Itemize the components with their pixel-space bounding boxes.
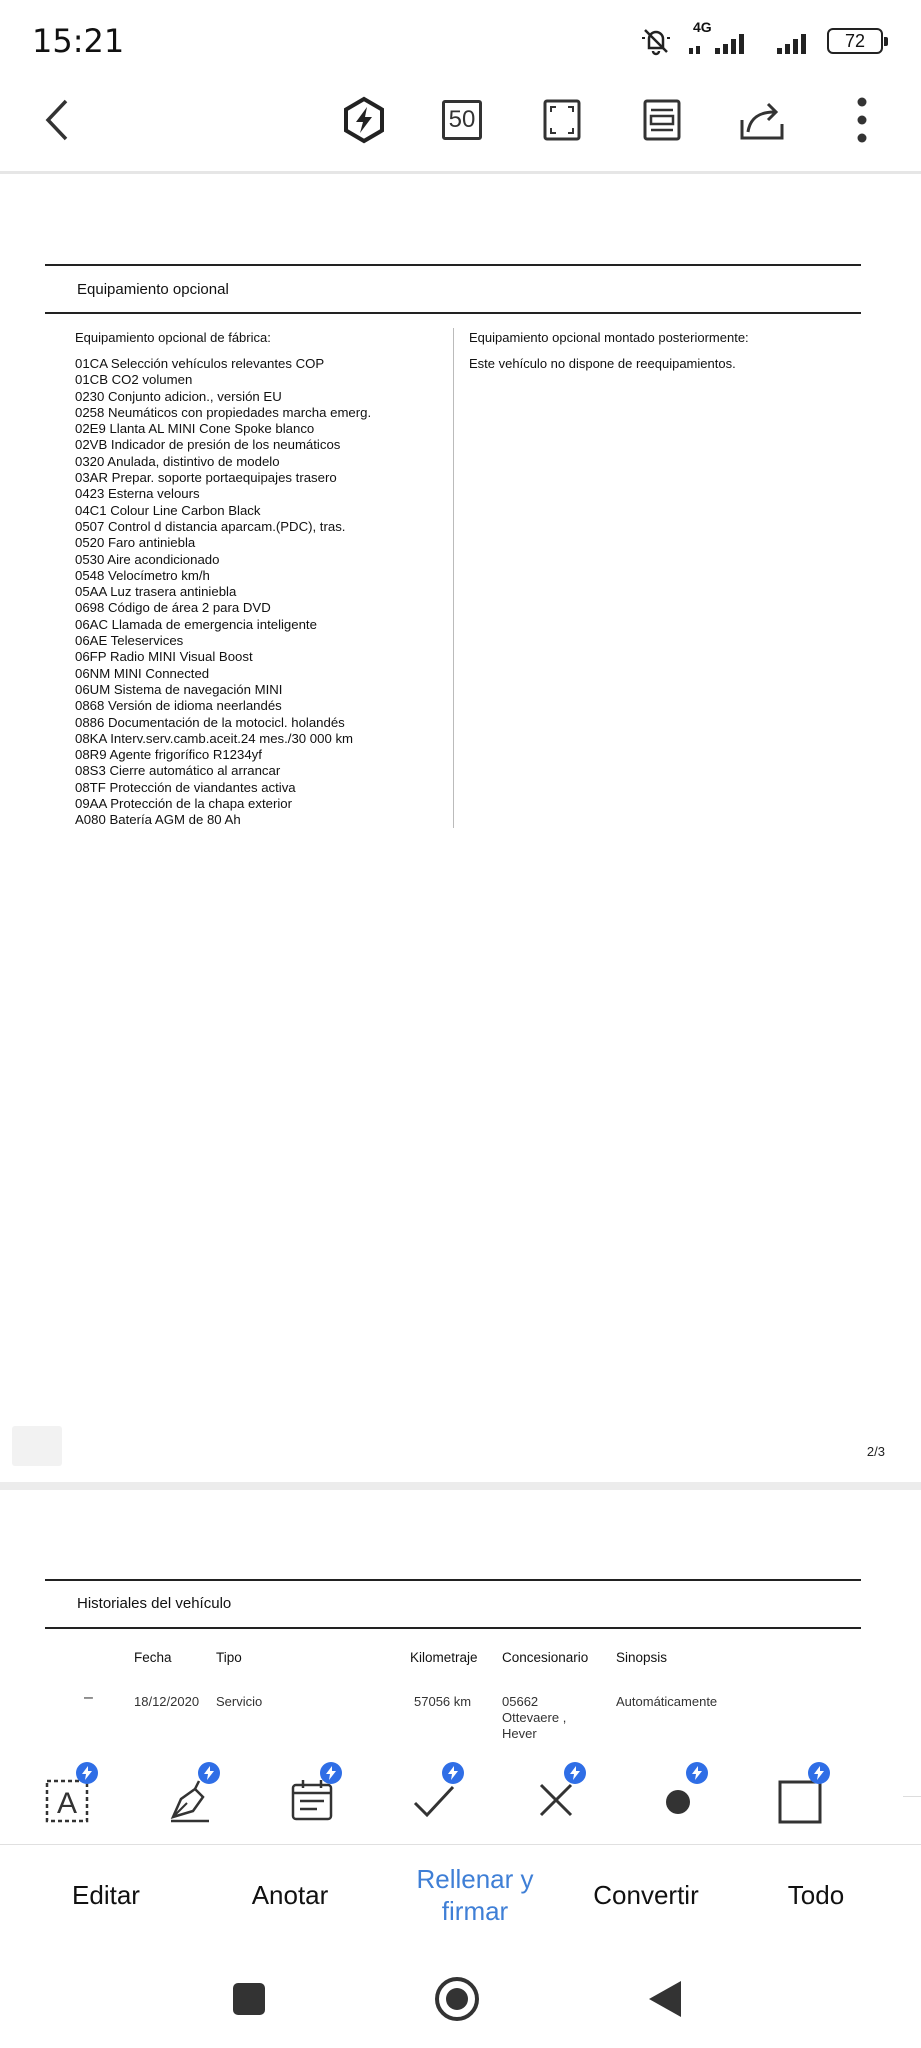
factory-heading: Equipamiento opcional de fábrica: <box>75 330 271 345</box>
mute-bell-icon <box>639 24 673 58</box>
concesionario-line: Ottevaere , <box>502 1710 567 1725</box>
list-item: 02E9 Llanta AL MINI Cone Spoke blanco <box>75 421 315 437</box>
sign-tool[interactable] <box>158 1768 222 1832</box>
tab-rellenar-firmar[interactable] <box>390 1845 560 1945</box>
list-item: 06NM MINI Connected <box>75 665 210 681</box>
concesionario-line: 05662 <box>502 1694 539 1709</box>
rule-under-title-page2 <box>45 1627 861 1629</box>
list-item: 0868 Versión de idioma neerlandés <box>75 698 282 714</box>
network-label: 4G <box>693 19 712 35</box>
system-navigation-bar <box>0 1944 921 2048</box>
text-box-tool[interactable] <box>36 1768 100 1832</box>
list-item: 06AC Llamada de emergencia inteligente <box>75 616 317 632</box>
boost-button[interactable] <box>334 90 394 150</box>
premium-badge-icon <box>686 1762 708 1784</box>
bottom-tab-bar <box>0 1844 921 1944</box>
list-item: 0507 Control d distancia aparcam.(PDC), tras. <box>75 518 346 534</box>
row-kilometraje: 57056 km <box>414 1694 472 1709</box>
chevron-left-icon <box>38 95 78 145</box>
column-header-fecha: Fecha <box>134 1650 172 1665</box>
top-toolbar <box>0 80 921 174</box>
more-vert-icon <box>856 96 868 144</box>
column-header-concesionario: Concesionario <box>502 1650 589 1665</box>
premium-badge-icon <box>564 1762 586 1784</box>
fullscreen-icon <box>542 98 582 142</box>
recents-square-icon <box>232 1982 266 2016</box>
tab-anotar[interactable] <box>214 1845 366 1945</box>
signal-4g <box>685 19 763 56</box>
tab-label: Convertir <box>593 1879 699 1910</box>
signal-icon <box>685 26 763 56</box>
premium-badge-icon <box>320 1762 342 1784</box>
list-item: 06AE Teleservices <box>75 633 184 649</box>
list-item: 0423 Esterna velours <box>75 486 200 502</box>
column-header-kilometraje: Kilometraje <box>410 1650 478 1665</box>
tab-label-line2: firmar <box>441 1896 509 1926</box>
section-title-historiales: Historiales del vehículo <box>77 1595 232 1612</box>
list-item: 02VB Indicador de presión de los neumáticos <box>75 437 341 453</box>
premium-badge-icon <box>76 1762 98 1784</box>
row-concesionario <box>502 1694 566 1742</box>
reader-view-icon <box>642 98 682 142</box>
list-item: 0548 Velocímetro km/h <box>75 567 210 583</box>
list-item: 0698 Código de área 2 para DVD <box>75 600 271 616</box>
svg-text:A: A <box>56 1787 78 1820</box>
rule-under-title <box>45 312 861 314</box>
tab-editar[interactable] <box>30 1845 182 1945</box>
status-bar <box>0 0 921 80</box>
date-tool[interactable] <box>280 1768 344 1832</box>
list-item: 05AA Luz trasera antiniebla <box>75 584 237 600</box>
tab-label: Anotar <box>251 1879 329 1910</box>
page-thumbnail <box>12 1426 62 1466</box>
list-item: 0230 Conjunto adicion., versión EU <box>75 388 282 404</box>
list-item: 08TF Protección de viandantes activa <box>75 779 296 795</box>
section-title-equipamiento: Equipamiento opcional <box>77 281 229 298</box>
battery-indicator: 72 <box>827 28 883 54</box>
back-nav-button[interactable] <box>640 1974 690 2024</box>
retrofit-heading: Equipamiento opcional montado posteriormente: <box>469 330 749 345</box>
list-item: 08S3 Cierre automático al arrancar <box>75 763 281 779</box>
rule-top-page2 <box>45 1579 861 1581</box>
tab-todo[interactable] <box>740 1845 892 1945</box>
share-icon <box>738 98 786 142</box>
cross-tool[interactable] <box>524 1768 588 1832</box>
reader-view-button[interactable] <box>632 90 692 150</box>
premium-badge-icon <box>198 1762 220 1784</box>
column-header-tipo: Tipo <box>216 1650 242 1665</box>
list-item: 0258 Neumáticos con propiedades marcha emerg. <box>75 404 372 420</box>
lightning-hexagon-icon <box>340 96 388 144</box>
signal-2-icon <box>775 26 815 56</box>
back-triangle-icon <box>647 1979 683 2019</box>
tab-label: Editar <box>72 1879 140 1910</box>
dot-tool[interactable] <box>646 1768 710 1832</box>
premium-badge-icon <box>442 1762 464 1784</box>
list-item: 08KA Interv.serv.camb.aceit.24 mes./30 000 km <box>75 730 354 746</box>
list-item: 01CA Selección vehículos relevantes COP <box>75 356 325 371</box>
tab-label-line1: Rellenar y <box>416 1864 534 1894</box>
list-item: 06FP Radio MINI Visual Boost <box>75 649 253 665</box>
checkmark-tool[interactable] <box>402 1768 466 1832</box>
more-button[interactable] <box>832 90 892 150</box>
share-button[interactable] <box>732 90 792 150</box>
list-item: 0320 Anulada, distintivo de modelo <box>75 453 280 469</box>
retrofit-text: Este vehículo no dispone de reequipamientos. <box>469 356 736 371</box>
list-item: 01CB CO2 volumen <box>75 372 193 388</box>
zoom-value: 50 <box>442 100 482 140</box>
rectangle-tool[interactable] <box>768 1768 832 1832</box>
column-divider <box>453 328 454 828</box>
back-button[interactable] <box>28 90 88 150</box>
tab-convertir[interactable] <box>570 1845 722 1945</box>
list-item: 0520 Faro antiniebla <box>75 535 196 551</box>
row-tipo: Servicio <box>216 1694 263 1709</box>
zoom-button[interactable] <box>432 90 492 150</box>
premium-badge-icon <box>808 1762 830 1784</box>
fullscreen-button[interactable] <box>532 90 592 150</box>
rule-top <box>45 264 861 266</box>
concesionario-line: Hever <box>502 1726 537 1741</box>
column-header-sinopsis: Sinopsis <box>616 1650 668 1665</box>
list-item: 06UM Sistema de navegación MINI <box>75 681 283 697</box>
row-fecha: 18/12/2020 <box>134 1694 200 1709</box>
home-circle-icon <box>434 1976 480 2022</box>
list-item: A080 Batería AGM de 80 Ah <box>75 812 241 828</box>
list-item: 04C1 Colour Line Carbon Black <box>75 502 261 518</box>
row-marker: – <box>84 1689 93 1706</box>
tools-scroll-hint <box>903 1796 921 1797</box>
fill-sign-tools <box>0 1752 921 1844</box>
recents-button[interactable] <box>224 1974 274 2024</box>
page-separator <box>0 1482 921 1490</box>
row-sinopsis: Automáticamente <box>616 1694 718 1709</box>
list-item: 0886 Documentación de la motocicl. holandés <box>75 714 345 730</box>
status-time: 15:21 <box>32 22 125 60</box>
page-number: 2/3 <box>866 1444 885 1459</box>
list-item: 03AR Prepar. soporte portaequipajes trasero <box>75 470 337 486</box>
list-item: 09AA Protección de la chapa exterior <box>75 796 292 812</box>
home-button[interactable] <box>432 1974 482 2024</box>
factory-equipment-list <box>75 356 371 829</box>
list-item: 0530 Aire acondicionado <box>75 551 220 567</box>
status-icons <box>639 19 883 58</box>
list-item: 08R9 Agente frigorífico R1234yf <box>75 747 262 763</box>
tab-label: Todo <box>787 1879 845 1910</box>
